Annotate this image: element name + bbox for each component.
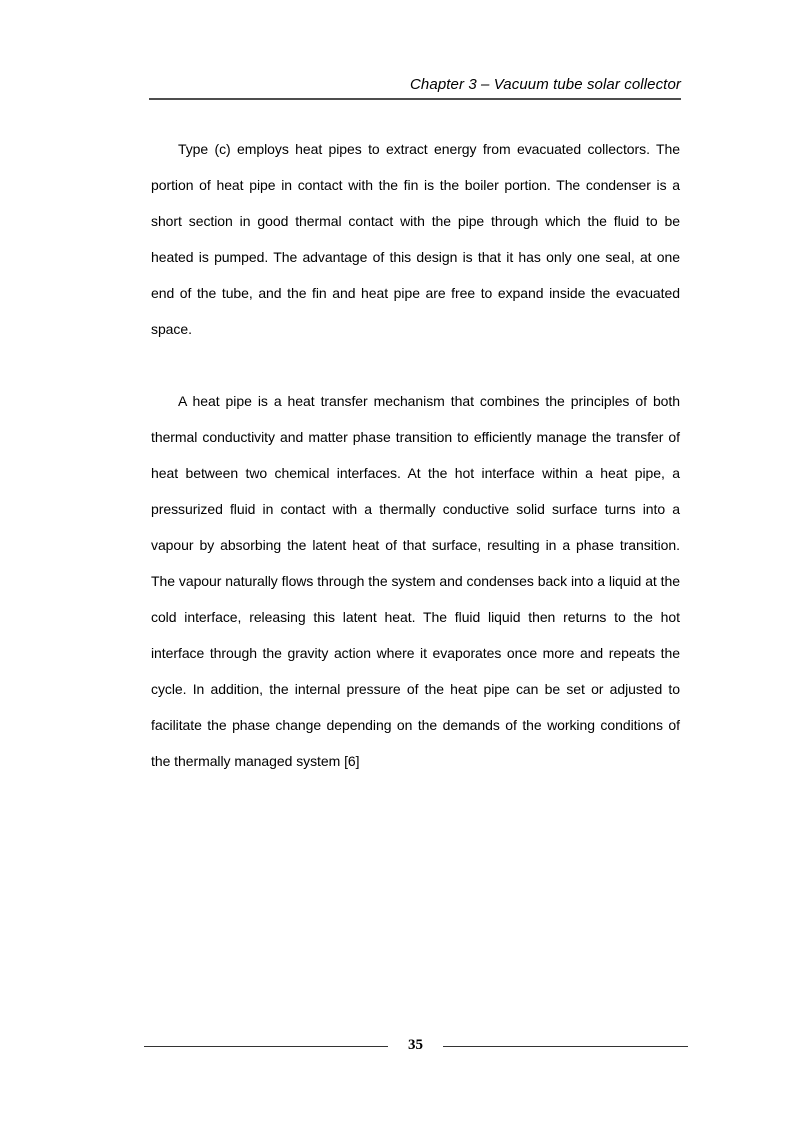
footer-rule-left [144, 1046, 388, 1047]
body-paragraph: A heat pipe is a heat transfer mechanism that combines the principles of both thermal conductivity and matter phase transition to efficiently manage the transfer of heat between two chemical interfaces. At the hot interface within a heat pipe, a pressurized fluid in contact with a thermally conductive solid surface turns into a vapour by absorbing the latent heat of that surface, resulting in a phase transition. The vapour naturally flows through the system and condenses back into a liquid at the cold interface, releasing this latent heat. The fluid liquid then returns to the hot interface through the gravity action where it evaporates once more and repeats the cycle. In addition, the internal pressure of the heat pipe can be set or adjusted to facilitate the phase change depending on the demands of the working conditions of the thermally managed system [6] [151, 393, 680, 769]
footer-rule-right [443, 1046, 688, 1047]
body-paragraph: Type (c) employs heat pipes to extract energy from evacuated collectors. The portion of heat pipe in contact with the fin is the boiler portion. The condenser is a short section in good thermal contact with the pipe through which the fluid to be heated is pumped. The advantage of this design is that it has only one seal, at one end of the tube, and the fin and heat pipe are free to expand inside the evacuated space. [151, 141, 680, 337]
page-header [149, 76, 681, 100]
chapter-title: Chapter 3 – Vacuum tube solar collector [410, 76, 681, 93]
page-number: 35 [408, 1037, 423, 1053]
